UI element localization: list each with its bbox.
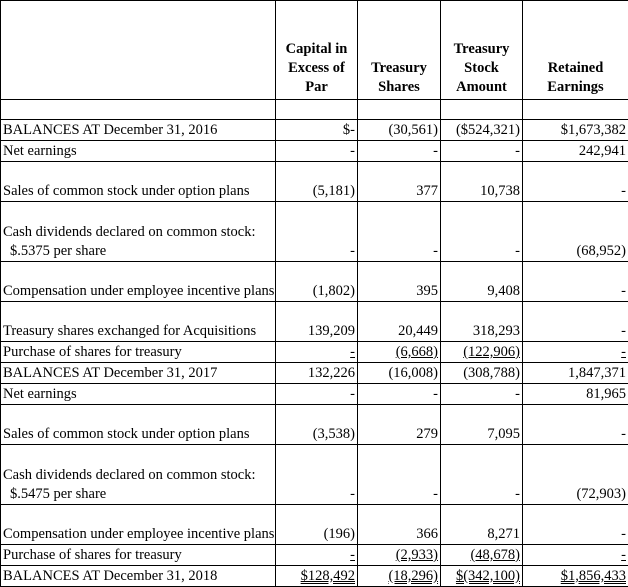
cell-treasury-amount: - (441, 384, 523, 405)
cell-treasury-amount: 318,293 (441, 302, 523, 342)
cell-treasury-shares: 20,449 (358, 302, 441, 342)
cell-treasury-shares: (18,296) (358, 566, 441, 587)
spacer-row (1, 100, 628, 120)
cell-retained-earnings: - (523, 342, 628, 363)
header-retained-earnings: Retained Earnings (523, 1, 628, 100)
cell-treasury-amount: $(342,100) (441, 566, 523, 587)
cell-treasury-shares: (2,933) (358, 545, 441, 566)
header-treasury-shares: Treasury Shares (358, 1, 441, 100)
cell-capital-excess: 139,209 (276, 302, 358, 342)
cell-retained-earnings: (68,952) (523, 202, 628, 262)
cell-retained-earnings: - (523, 545, 628, 566)
cell-capital-excess: - (276, 202, 358, 262)
cell-capital-excess: - (276, 384, 358, 405)
cell-treasury-shares: 279 (358, 405, 441, 445)
table-row (1, 342, 628, 363)
cell-treasury-amount: (48,678) (441, 545, 523, 566)
row-label: Sales of common stock under option plans (1, 162, 276, 202)
cell-capital-excess: (1,802) (276, 262, 358, 302)
row-label: BALANCES AT December 31, 2016 (1, 120, 276, 141)
table-row (1, 384, 628, 405)
table-row (1, 262, 628, 302)
cell-retained-earnings: 242,941 (523, 141, 628, 162)
cell-treasury-amount: 7,095 (441, 405, 523, 445)
row-label-sub: $.5375 per share (3, 242, 106, 261)
cell-treasury-shares: - (358, 384, 441, 405)
row-label: Purchase of shares for treasury (1, 545, 276, 566)
table-row (1, 120, 628, 141)
cell-treasury-amount: ($524,321) (441, 120, 523, 141)
cell-capital-excess: (3,538) (276, 405, 358, 445)
cell-capital-excess: (196) (276, 505, 358, 545)
row-label: Treasury shares exchanged for Acquisitions (1, 302, 276, 342)
row-label-sub: $.5475 per share (3, 485, 106, 504)
table-row (1, 162, 628, 202)
cell-treasury-amount: - (441, 445, 523, 505)
cell-treasury-shares: 395 (358, 262, 441, 302)
cell-capital-excess: - (276, 141, 358, 162)
row-label: Net earnings (1, 141, 276, 162)
cell-retained-earnings: - (523, 505, 628, 545)
cell-treasury-shares: 366 (358, 505, 441, 545)
cell-treasury-amount: 10,738 (441, 162, 523, 202)
cell-capital-excess: - (276, 545, 358, 566)
row-label: Compensation under employee incentive plans (1, 505, 276, 545)
table-row (1, 302, 628, 342)
cell-treasury-shares: (6,668) (358, 342, 441, 363)
row-label-main: Cash dividends declared on common stock: (3, 467, 256, 483)
cell-treasury-amount: (308,788) (441, 363, 523, 384)
table-row (1, 405, 628, 445)
header-row (1, 1, 628, 100)
cell-treasury-amount: - (441, 141, 523, 162)
row-label-main: Cash dividends declared on common stock: (3, 224, 256, 240)
cell-capital-excess: $128,492 (276, 566, 358, 587)
cell-treasury-amount: 9,408 (441, 262, 523, 302)
header-treasury-amount: Treasury Stock Amount (441, 1, 523, 100)
cell-treasury-shares: - (358, 141, 441, 162)
cell-treasury-shares: - (358, 202, 441, 262)
header-capital-excess: Capital in Excess of Par (276, 1, 358, 100)
cell-retained-earnings: - (523, 262, 628, 302)
row-label: Sales of common stock under option plans (1, 405, 276, 445)
header-label (1, 1, 276, 100)
table-row (1, 141, 628, 162)
cell-retained-earnings: - (523, 405, 628, 445)
cell-capital-excess: 132,226 (276, 363, 358, 384)
table-row (1, 566, 628, 587)
cell-capital-excess: - (276, 445, 358, 505)
cell-treasury-amount: 8,271 (441, 505, 523, 545)
row-label (1, 445, 276, 505)
cell-treasury-shares: (30,561) (358, 120, 441, 141)
cell-retained-earnings: $1,673,382 (523, 120, 628, 141)
row-label: BALANCES AT December 31, 2017 (1, 363, 276, 384)
cell-capital-excess: $- (276, 120, 358, 141)
cell-retained-earnings: $1,856,433 (523, 566, 628, 587)
cell-retained-earnings: 81,965 (523, 384, 628, 405)
cell-capital-excess: - (276, 342, 358, 363)
cell-retained-earnings: 1,847,371 (523, 363, 628, 384)
cell-treasury-shares: - (358, 445, 441, 505)
table-row (1, 202, 628, 262)
cell-retained-earnings: - (523, 302, 628, 342)
cell-retained-earnings: - (523, 162, 628, 202)
cell-treasury-shares: 377 (358, 162, 441, 202)
row-label: Purchase of shares for treasury (1, 342, 276, 363)
table-row (1, 545, 628, 566)
row-label: BALANCES AT December 31, 2018 (1, 566, 276, 587)
cell-retained-earnings: (72,903) (523, 445, 628, 505)
cell-treasury-shares: (16,008) (358, 363, 441, 384)
cell-treasury-amount: - (441, 202, 523, 262)
cell-treasury-amount: (122,906) (441, 342, 523, 363)
row-label (1, 202, 276, 262)
table-row (1, 505, 628, 545)
cell-capital-excess: (5,181) (276, 162, 358, 202)
row-label: Compensation under employee incentive plans (1, 262, 276, 302)
row-label: Net earnings (1, 384, 276, 405)
table-row (1, 445, 628, 505)
table-row (1, 363, 628, 384)
